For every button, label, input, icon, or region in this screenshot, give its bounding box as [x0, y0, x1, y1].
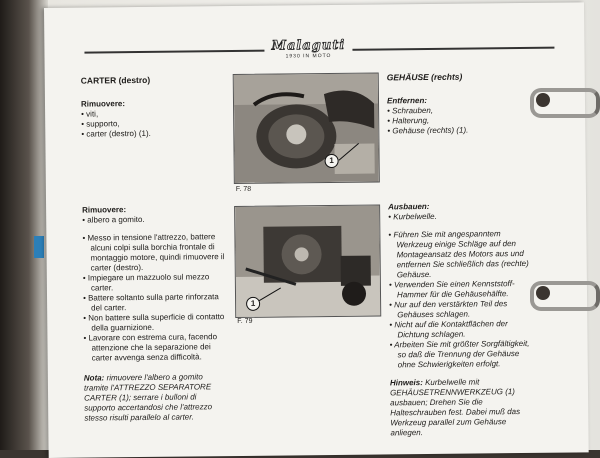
list-item: • Schrauben,	[387, 105, 537, 117]
callout-1-fig78: 1	[325, 154, 339, 168]
italian-note	[84, 372, 227, 423]
list-item: • viti,	[81, 108, 221, 119]
italian-bottom-block	[82, 204, 226, 423]
figure-78-label: F. 78	[235, 185, 252, 194]
list-item: • Arbeiten Sie mit größter Sorgfältigkeit, so daß die Trennung der Gehäuse ohne Schwierigkeiten erfolgt.	[389, 339, 537, 371]
list-item: • Non battere sulla superficie di contatto della guarnizione.	[83, 312, 225, 333]
binder-ring-bottom	[530, 281, 600, 311]
italian-remove-heading-2: Rimuovere:	[82, 205, 127, 215]
german-bottom-block	[388, 201, 538, 439]
german-remove-list	[387, 105, 537, 137]
list-item: • Battere soltanto sulla parte rinforzata del carter.	[83, 292, 225, 313]
binder-ring-top	[530, 88, 600, 118]
note-label: Nota:	[83, 373, 105, 383]
list-item: • Gehäuse (rechts) (1).	[387, 125, 537, 137]
list-item: • Führen Sie mit angespanntem Werkzeug einige Schläge auf den Montageansatz des Motors aus und entfernen Sie schließlich das (rechte) Gehäuse.	[388, 229, 537, 281]
list-item: • supporto,	[81, 118, 221, 129]
german-steps-list	[388, 229, 537, 371]
list-item: • Halterung,	[387, 115, 537, 127]
list-item: • Impiegare un mazzuolo sul mezzo carter.	[83, 272, 225, 293]
list-item: • Verwenden Sie einen Kennststoff-Hammer für die Gehäusehälfte.	[389, 279, 537, 301]
list-item: • albero a gomito.	[82, 214, 224, 225]
binder-tab-marker	[34, 236, 44, 258]
hint-text: Kurbelwelle mit GEHÄUSETRENNWERKZEUG (1) ausbauen; Drehen Sie die Halteschrauben fest. Dabei muß das Werkzeug parallel zum Gehäuse anliegen.	[390, 377, 521, 438]
hint-label: Hinweis:	[389, 378, 423, 388]
callout-1-fig79: 1	[246, 297, 260, 311]
german-remove-heading: Entfernen:	[386, 95, 428, 106]
figure-78-photo	[233, 72, 380, 184]
malaguti-logo	[264, 39, 352, 64]
list-item: • carter (destro) (1).	[81, 128, 221, 139]
italian-remove-list-1	[81, 108, 221, 139]
german-title: GEHÄUSE (rechts)	[386, 71, 463, 83]
italian-top-block	[81, 74, 222, 139]
list-item: • Nicht auf die Kontaktflächen der Dichtung schlagen.	[389, 319, 537, 341]
note-text: rimuovere l'albero a gomito tramite l'ATTREZZO SEPARATORE CARTER (1); serrare i bulloni di supporto accertandosi che l'attrezzo stesso risulti parallelo al carter.	[83, 372, 213, 423]
german-remove-heading-2: Ausbauen:	[388, 201, 430, 212]
italian-title: CARTER (destro)	[80, 74, 151, 86]
german-hint	[390, 377, 539, 439]
italian-remove-heading-1: Rimuovere:	[80, 99, 126, 109]
list-item: • Lavorare con estrema cura, facendo attenzione che la separazione dei carter avvenga senza difficoltà.	[83, 332, 225, 363]
figure-79-photo	[234, 204, 381, 318]
list-item: • Nur auf den verstärkten Teil des Gehäuses schlagen.	[389, 299, 537, 321]
binder-cover-edge	[0, 0, 48, 450]
list-item: • Kurbelwelle.	[388, 211, 536, 223]
logo-subtitle: 1930 IN MOTO	[285, 52, 332, 60]
german-top-block	[387, 71, 538, 137]
logo-wordmark: Malaguti	[271, 37, 346, 54]
list-item: • Messo in tensione l'attrezzo, battere alcuni colpi sulla borchia frontale di montaggio motore, quindi rimuovere il carter (destro).	[82, 232, 224, 273]
engine-case-photo-illustration	[234, 74, 379, 184]
italian-steps-list	[82, 232, 225, 363]
figure-79-label: F. 79	[237, 317, 253, 325]
manual-page	[44, 2, 589, 458]
